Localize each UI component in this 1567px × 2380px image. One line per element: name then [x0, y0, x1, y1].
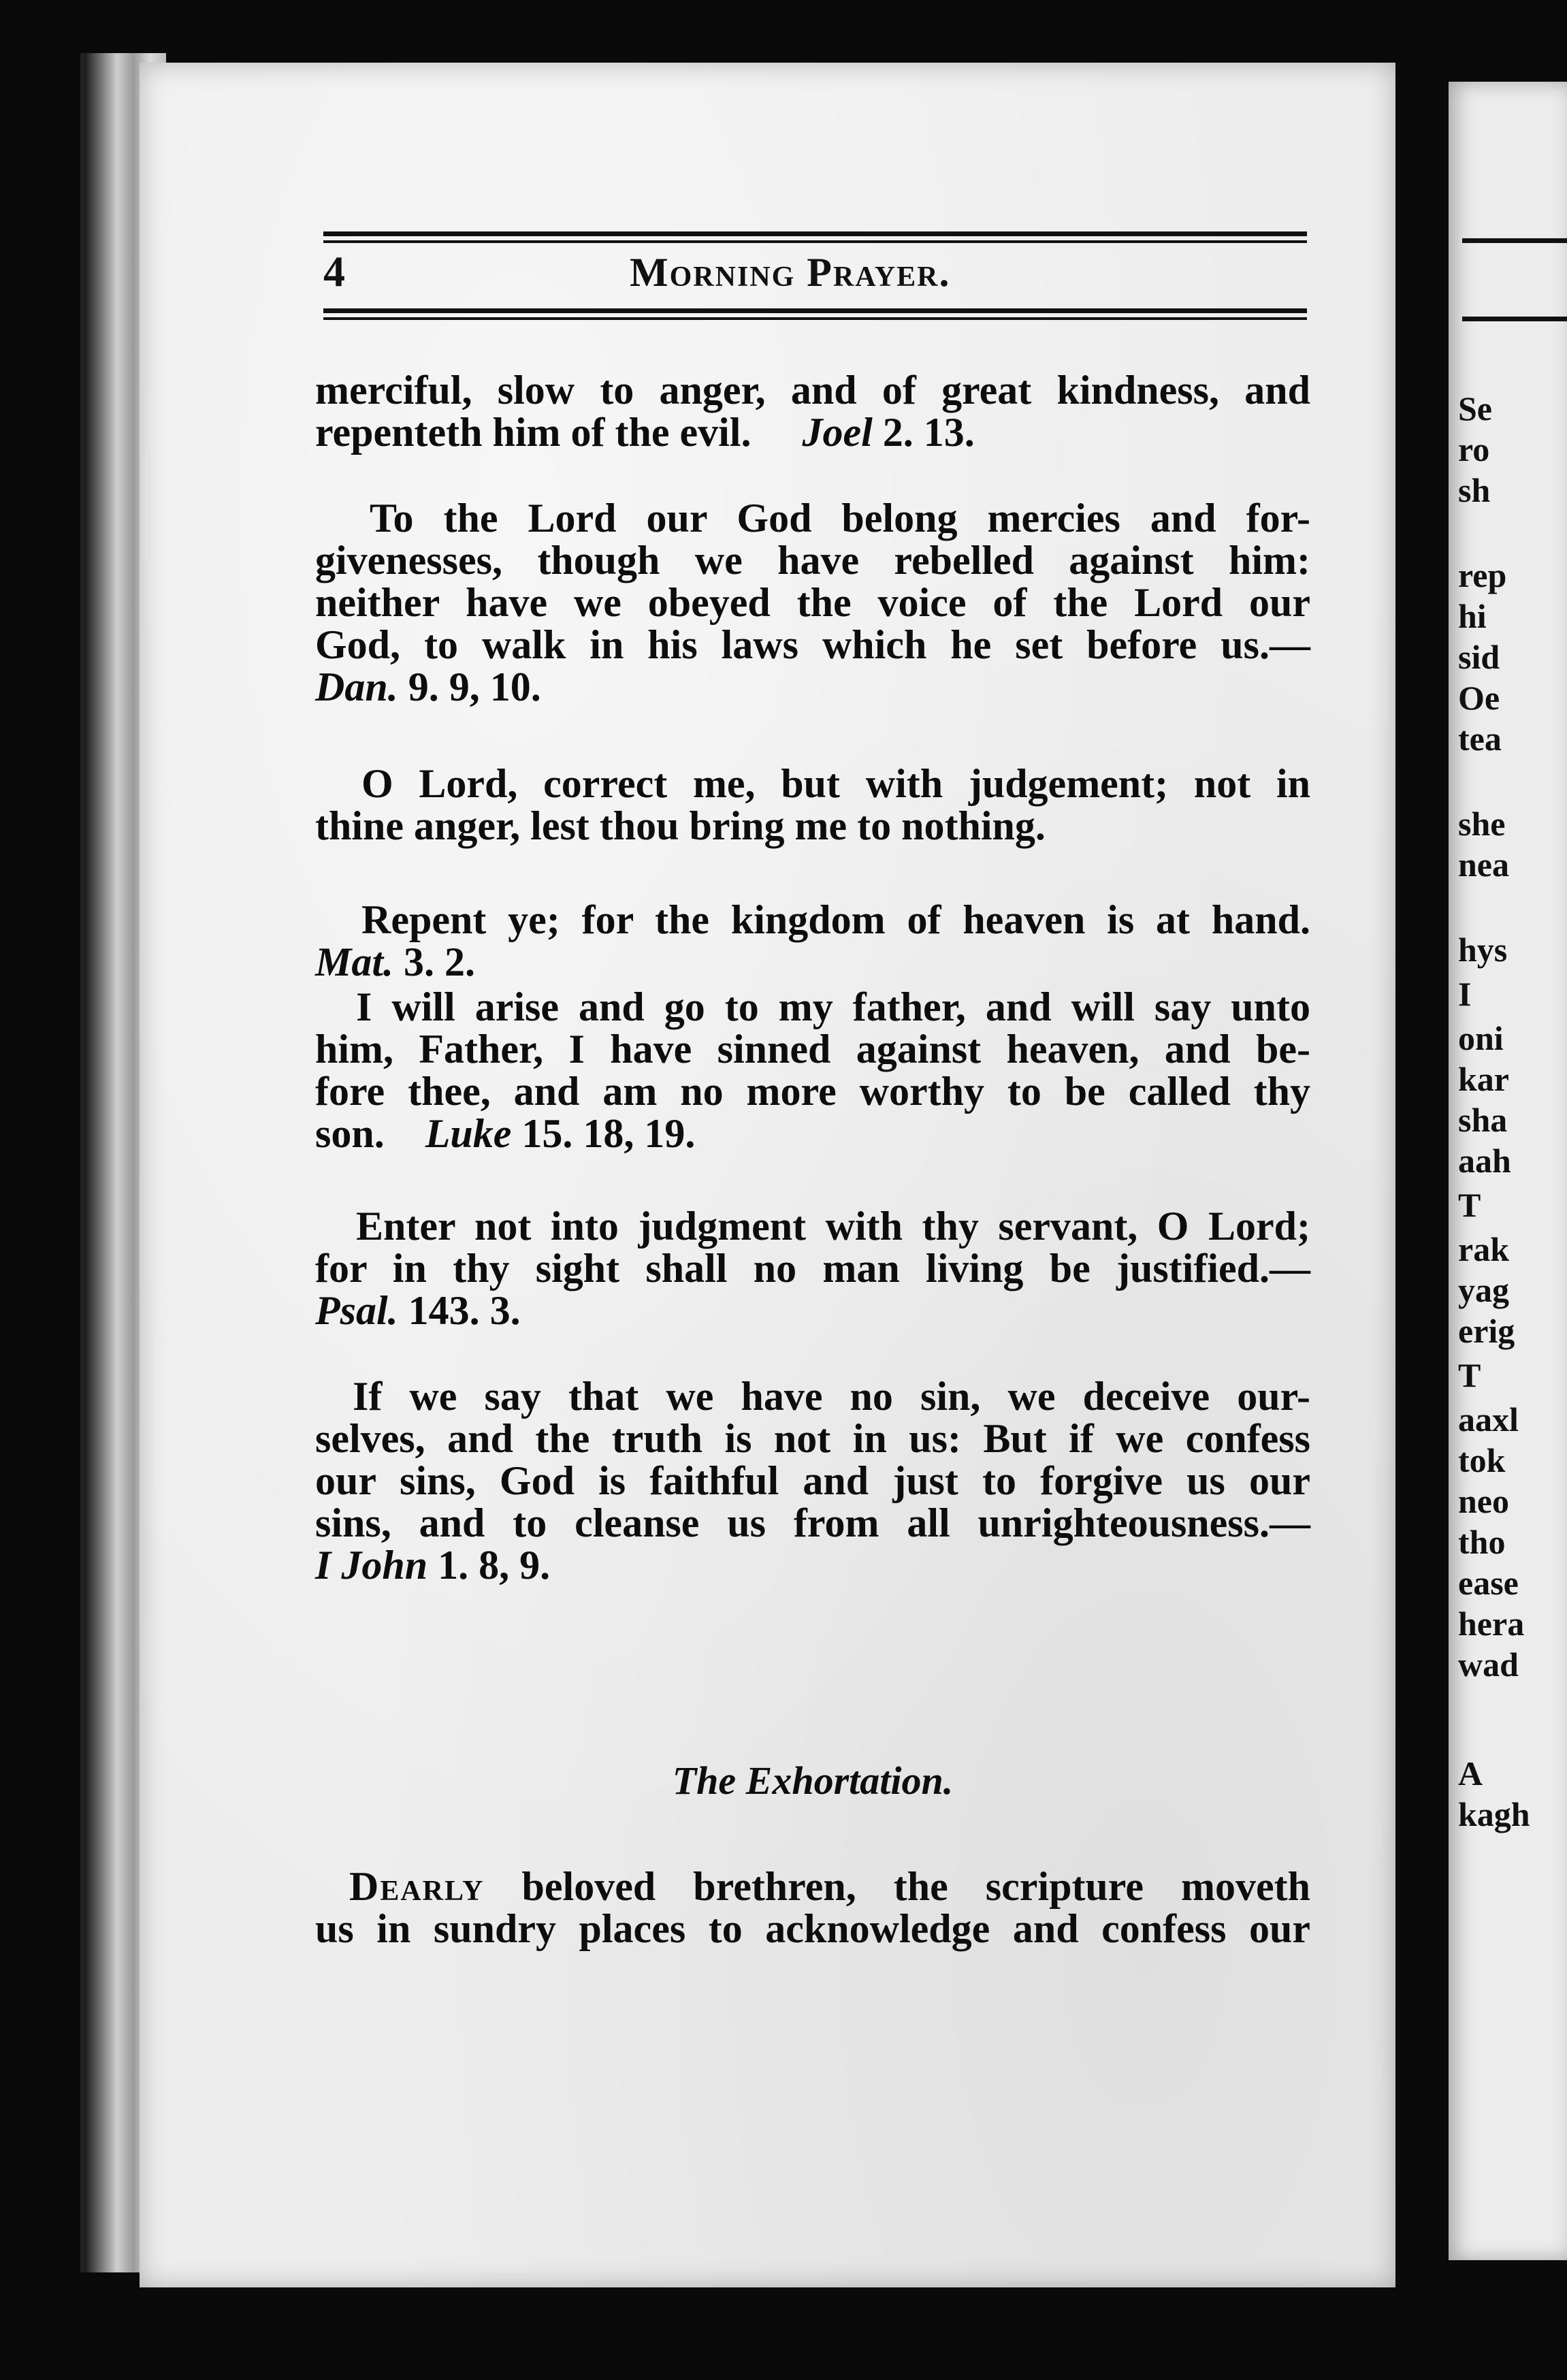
text-line: I will arise and go to my father, and will say unto	[356, 984, 1310, 1029]
facing-fragment: rak	[1458, 1230, 1509, 1268]
text-line: him, Father, I have sinned against heaven, and be-	[315, 1027, 1310, 1072]
text-line	[315, 411, 1310, 453]
facing-fragment: she	[1458, 805, 1506, 843]
text-line	[315, 1112, 1310, 1155]
text-line: for in thy sight shall no man living be justified.—	[315, 1246, 1310, 1291]
page-number: 4	[323, 247, 345, 295]
text-line-content: beloved brethren, the scripture moveth	[484, 1864, 1310, 1909]
facing-fragment: Oe	[1458, 679, 1500, 717]
facing-fragment: sh	[1458, 471, 1491, 509]
facing-fragment: Se	[1458, 389, 1492, 428]
facing-page	[1449, 82, 1567, 2260]
text-line-content: repenteth him of the evil.	[315, 410, 752, 455]
facing-rule-bottom	[1462, 317, 1567, 321]
text-line: neither have we obeyed the voice of the Lord our	[315, 580, 1310, 625]
facing-fragment: T	[1458, 1356, 1481, 1394]
facing-fragment: sid	[1458, 638, 1500, 676]
page-header	[323, 246, 1307, 301]
text-line	[315, 1865, 1310, 1908]
running-title: Morning Prayer.	[630, 250, 951, 295]
scripture-reference-book: Dan.	[315, 664, 398, 709]
section-heading: The Exhortation.	[672, 1758, 954, 1803]
facing-fragment: T	[1458, 1186, 1481, 1224]
verse-paragraph	[315, 497, 1310, 708]
text-line-content: son.	[315, 1111, 385, 1156]
scripture-reference-book: Mat.	[315, 939, 394, 984]
facing-fragment: ro	[1458, 430, 1490, 468]
facing-fragment: tok	[1458, 1441, 1506, 1479]
facing-fragment: tea	[1458, 720, 1502, 758]
facing-fragment: hi	[1458, 597, 1487, 635]
scripture-reference-book: Joel	[802, 410, 873, 455]
facing-fragment: nea	[1458, 846, 1509, 884]
facing-fragment: tho	[1458, 1523, 1506, 1561]
text-line: our sins, God is faithful and just to forgive us our	[315, 1458, 1310, 1503]
facing-fragment: aah	[1458, 1142, 1511, 1180]
facing-fragment: kagh	[1458, 1795, 1530, 1833]
verse-paragraph	[315, 1375, 1310, 1586]
facing-fragment: I	[1458, 975, 1472, 1013]
facing-fragment: kar	[1458, 1060, 1509, 1098]
text-line	[315, 941, 1310, 983]
facing-fragment: rep	[1458, 556, 1507, 594]
scripture-reference-cite: 9. 9, 10.	[408, 664, 541, 709]
text-line	[315, 666, 1310, 708]
facing-fragment: A	[1458, 1754, 1483, 1792]
text-line: thine anger, lest thou bring me to nothing.	[315, 803, 1046, 848]
facing-fragment: hera	[1458, 1605, 1525, 1643]
verse-paragraph	[315, 899, 1310, 983]
facing-fragment: ease	[1458, 1564, 1519, 1602]
text-line	[315, 1544, 1310, 1586]
facing-rule-top	[1462, 238, 1567, 243]
text-line: sins, and to cleanse us from all unrighteousness.—	[315, 1500, 1310, 1545]
facing-fragment: sha	[1458, 1101, 1508, 1139]
header-rule-top	[323, 231, 1307, 246]
exhortation-paragraph	[315, 1865, 1310, 1950]
verse-paragraph	[315, 762, 1310, 847]
text-line: To the Lord our God belong mercies and for-	[370, 496, 1310, 541]
text-line: Repent ye; for the kingdom of heaven is at hand.	[361, 897, 1310, 942]
facing-fragment: neo	[1458, 1482, 1509, 1520]
facing-fragment: aaxl	[1458, 1400, 1519, 1438]
text-line: givenesses, though we have rebelled against him:	[315, 538, 1310, 583]
dropword: Dearly	[349, 1864, 485, 1909]
text-line: If we say that we have no sin, we deceive our-	[353, 1374, 1310, 1419]
verse-paragraph	[315, 369, 1310, 453]
scripture-reference-book: Psal.	[315, 1288, 398, 1333]
scripture-reference-book: I John	[315, 1543, 428, 1588]
scripture-reference-cite: 15. 18, 19.	[521, 1111, 696, 1156]
text-line: God, to walk in his laws which he set before us.—	[315, 622, 1310, 667]
text-line: Enter not into judgment with thy servant, O Lord;	[356, 1204, 1310, 1249]
scripture-reference-book: Luke	[425, 1111, 512, 1156]
text-line: fore thee, and am no more worthy to be called thy	[315, 1069, 1310, 1114]
scripture-reference-cite: 143. 3.	[408, 1288, 521, 1333]
facing-fragment: yag	[1458, 1271, 1509, 1309]
text-line: selves, and the truth is not in us: But if we confess	[315, 1416, 1310, 1461]
scripture-reference-cite: 2. 13.	[882, 410, 975, 455]
scripture-reference-cite: 1. 8, 9.	[438, 1543, 551, 1588]
facing-fragment: wad	[1458, 1645, 1519, 1684]
text-line: merciful, slow to anger, and of great kindness, and	[315, 368, 1310, 413]
text-line: us in sundry places to acknowledge and confess our	[315, 1906, 1310, 1951]
scripture-reference-cite: 3. 2.	[404, 939, 476, 984]
text-line: O Lord, correct me, but with judgement; not in	[361, 761, 1310, 806]
facing-fragment: erig	[1458, 1312, 1515, 1350]
facing-fragment: oni	[1458, 1019, 1504, 1057]
text-line	[315, 1289, 1310, 1332]
facing-fragment: hys	[1458, 931, 1508, 969]
header-rule-bottom	[323, 308, 1307, 323]
verse-paragraph	[315, 986, 1310, 1155]
verse-paragraph	[315, 1205, 1310, 1332]
